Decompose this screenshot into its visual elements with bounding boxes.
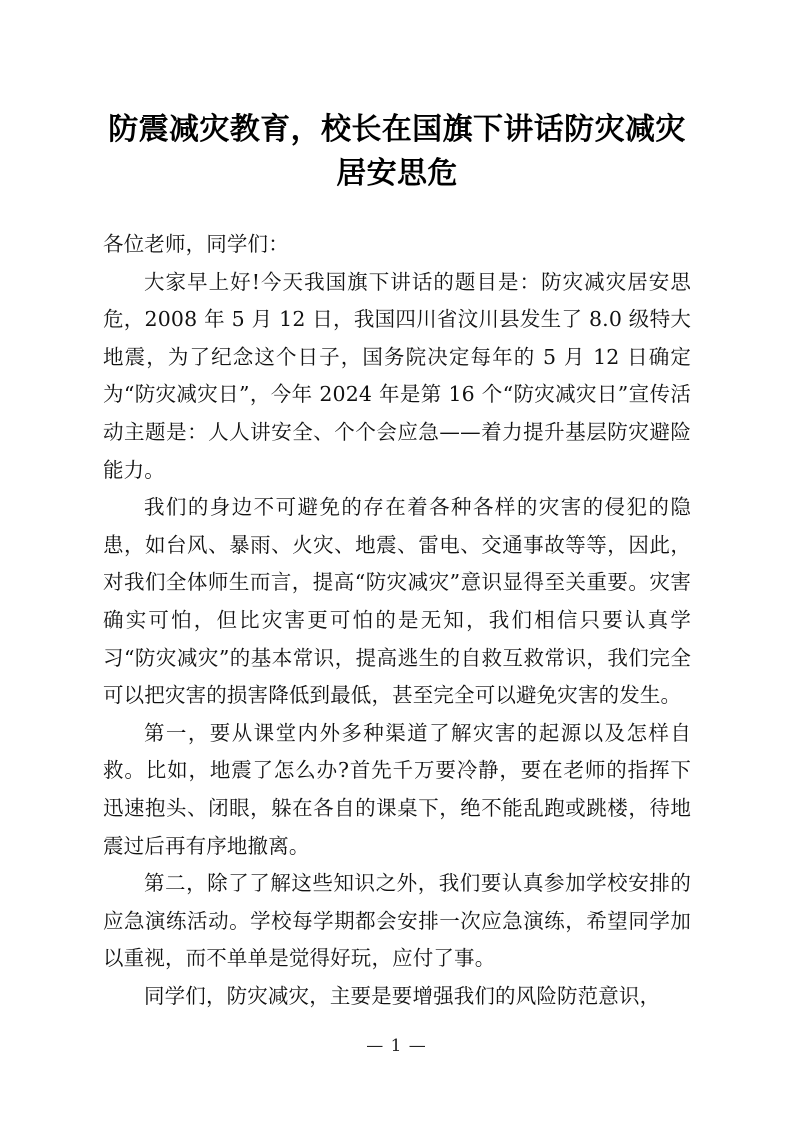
paragraph-closing: 同学们，防灾减灾，主要是要增强我们的风险防范意识， [144,983,661,1008]
paragraph-hazards: 我们的身边不可避免的存在着各种各样的灾害的侵犯的隐患，如台风、暴雨、火灾、地震、雷电、交通事故等等，因此，对我们全体师生而言，提高“防灾减灾”意识显得至关重要。灾害确实可怕，但比灾害更可怕的是无知，我们相信只要认真学习“防灾减灾”的基本常识，提高逃生的自救互救常识，我们完全可以把灾害的损害降低到最低，甚至完全可以避免灾害的发生。 [103,495,691,708]
document-body [103,226,691,1015]
paragraph-point-one: 第一，要从课堂内外多种渠道了解灾害的起源以及怎样自救。比如，地震了怎么办?首先千万要冷静，要在老师的指挥下迅速抱头、闭眼，躲在各自的课桌下，绝不能乱跑或跳楼，待地震过后再有序地撤离。 [103,720,691,858]
page-content-area [103,0,691,1015]
paragraph-salutation: 各位老师，同学们： [103,232,289,256]
page-title: 防震减灾教育，校长在国旗下讲话防灾减灾居安思危 [108,112,686,191]
page-number-footer: — 1 — [366,1036,427,1056]
paragraph-opening: 大家早上好!今天我国旗下讲话的题目是：防灾减灾居安思危，2008 年 5 月 12 日，我国四川省汶川县发生了 8.0 级特大地震，为了纪念这个日子，国务院决定每年的 5 月 12 日确定为“防灾减灾日”，今年 2024 年是第 16 个“防灾减灾日”宣传活动主题是：人人讲安全、个个会应急——着力提升基层防灾避险能力。 [103,269,691,482]
paragraph-point-two: 第二，除了了解这些知识之外，我们要认真参加学校安排的应急演练活动。学校每学期都会安排一次应急演练，希望同学加以重视，而不单单是觉得好玩，应付了事。 [103,871,691,971]
